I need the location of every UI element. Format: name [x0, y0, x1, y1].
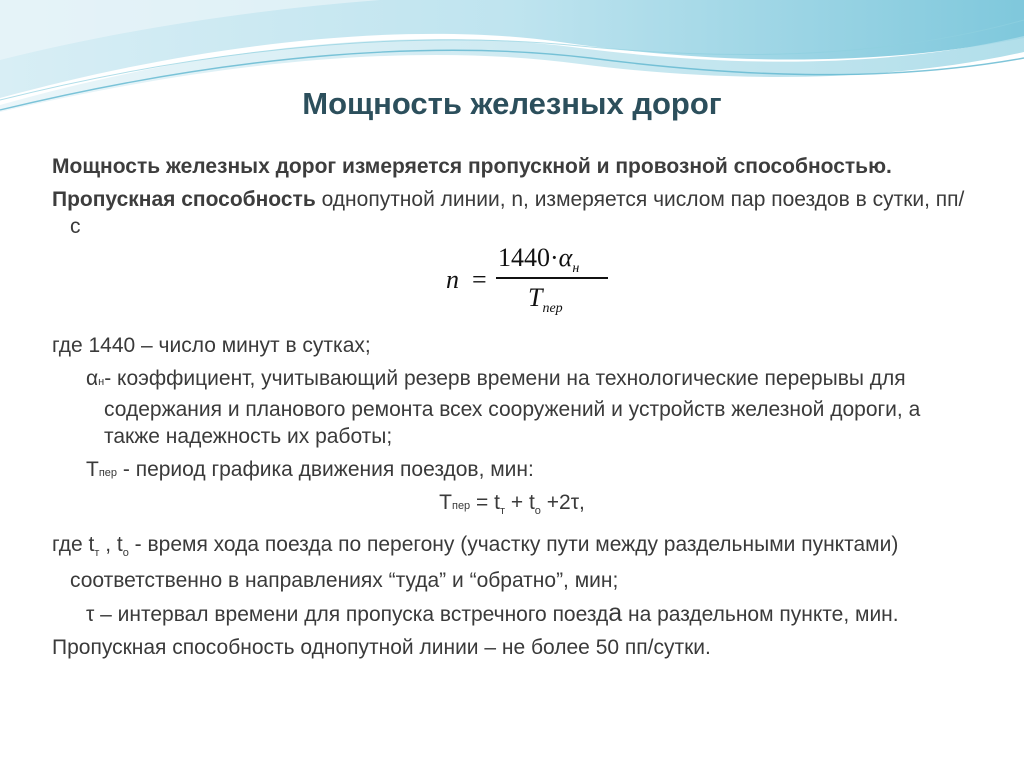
- period-formula: Тпер = $t_т + t_о +2\tau$,: [439, 491, 585, 518]
- slide-title: Мощность железных дорог: [302, 86, 722, 121]
- throughput-paragraph: [52, 186, 972, 240]
- throughput-formula: [52, 240, 972, 332]
- alpha-symbol: α: [86, 367, 99, 390]
- tper-subscript: пер: [98, 467, 118, 479]
- alpha-subscript: н: [98, 376, 105, 388]
- tau-explanation: τ – интервал времени для пропуска встречного поезда на раздельном пункте, мин.: [86, 599, 899, 628]
- travel-time-explanation: где $t_т$ , $t_о$ - время хода поезда по перегону (участку пути между раздельными пунктами) соответственно в направлениях “туда” и “обратно”, мин;: [52, 533, 899, 593]
- minutes-explanation: где 1440 – число минут в сутках;: [52, 334, 371, 357]
- alpha-explanation: [52, 365, 972, 450]
- formula-denominator: $T_{пер}$: [528, 283, 563, 317]
- tper-description: - период графика движения поездов, мин:: [117, 458, 534, 481]
- formula-equals: =: [472, 265, 487, 294]
- conclusion-paragraph: Пропускная способность однопутной линии – не более 50 пп/сутки.: [52, 636, 711, 660]
- throughput-definition: однопутной линии, n, измеряется числом пар поездов в сутки, пп/с: [70, 188, 965, 238]
- throughput-term: Пропускная способность: [52, 188, 316, 211]
- tper-explanation: [52, 456, 972, 487]
- alpha-description: - коэффициент, учитывающий резерв времени на технологические перерывы для содержания и планового ремонта всех сооружений и устройств железной дороги, а также надежность их работы;: [104, 367, 921, 448]
- formula-fraction-bar: [496, 277, 608, 279]
- formula-numerator: $1440\cdot\alpha_н$: [498, 243, 580, 277]
- tper-symbol: Т: [86, 458, 99, 481]
- intro-paragraph: Мощность железных дорог измеряется пропускной и провозной способностью.: [52, 155, 892, 178]
- slide-body: [52, 153, 972, 661]
- formula-lhs: n: [446, 265, 459, 294]
